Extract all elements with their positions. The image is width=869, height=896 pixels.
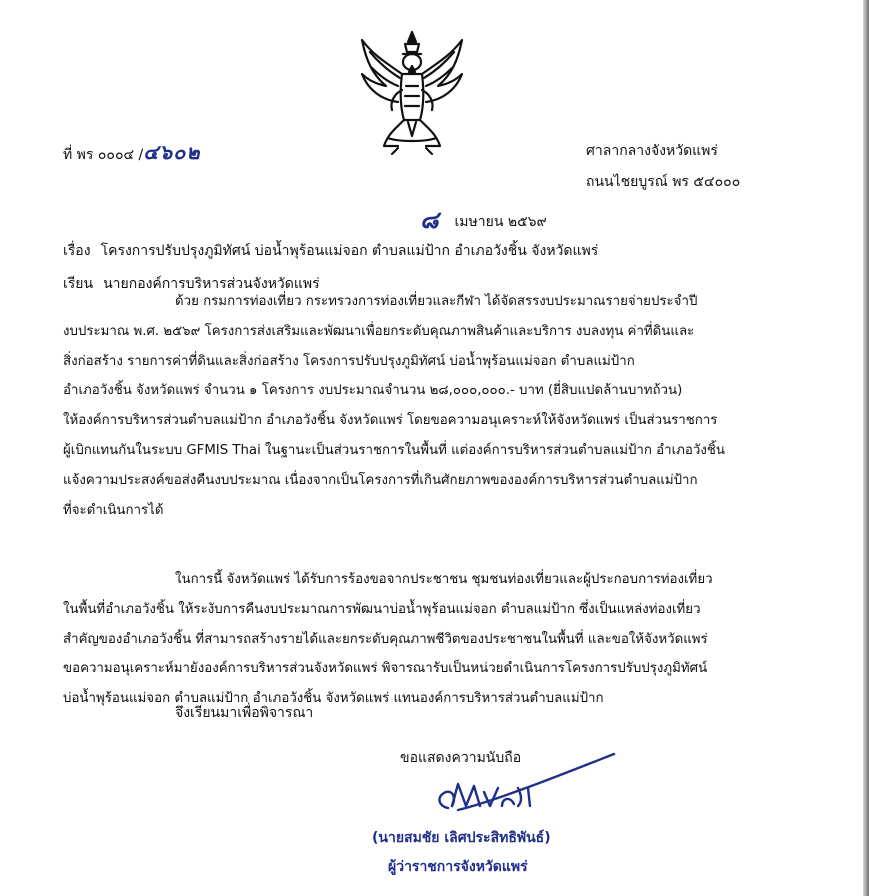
paragraph-line: สิ่งก่อสร้าง รายการค่าที่ดินและสิ่งก่อสร้าง โครงการปรับปรุงภูมิทัศน์ บ่อน้ำพุร้อนแม่จอก ตำบลแม่ป้าก [63,353,635,369]
garuda-emblem-icon [358,30,466,156]
office-line-1: ศาลากลางจังหวัดแพร่ [586,143,718,159]
date-day: ๘ [420,205,439,234]
handwritten-signature [418,748,618,828]
paragraph-line: แจ้งความประสงค์ขอส่งคืนงบประมาณ เนื่องจากเป็นโครงการที่เกินศักยภาพขององค์การบริหารส่วนตำบลแม่ป้าก [63,472,698,488]
date-month-year: เมษายน ๒๕๖๙ [454,214,547,230]
subject-label: เรื่อง [63,243,91,259]
body-paragraph-2 [63,565,803,714]
document-number-prefix: ที่ พร ๐๐๐๔ / [63,147,144,163]
paragraph-line: ขอความอนุเคราะห์มายังองค์การบริหารส่วนจังหวัดแพร่ พิจารณารับเป็นหน่วยดำเนินการโครงการปรับปรุงภูมิทัศน์ [63,661,708,677]
paragraph-line: ในการนี้ จังหวัดแพร่ ได้รับการร้องขอจากประชาชน ชุมชนท่องเที่ยวและผู้ประกอบการท่องเที่ยว [175,572,713,587]
paragraph-line: ด้วย กรมการท่องเที่ยว กระทรวงการท่องเที่ยวและกีฬา ได้จัดสรรงบประมาณรายจ่ายประจำปี [175,294,698,309]
subject-text: โครงการปรับปรุงภูมิทัศน์ บ่อน้ำพุร้อนแม่จอก ตำบลแม่ป้าก อำเภอวังชิ้น จังหวัดแพร่ [100,243,599,259]
document-date [420,200,547,239]
paragraph-line: บ่อน้ำพุร้อนแม่จอก ตำบลแม่ป้าก อำเภอวังชิ้น จังหวัดแพร่ แทนองค์การบริหารส่วนตำบลแม่ป้าก [63,691,604,707]
document-number [63,136,201,168]
office-line-2: ถนนไชยบูรณ์ พร ๕๔๐๐๐ [586,174,741,190]
subject-line [63,240,598,262]
closing-sentence: จึงเรียนมาเพื่อพิจารณา [175,705,314,721]
recipient-label: เรียน [63,276,94,292]
paragraph-line: ที่จะดำเนินการได้ [63,502,164,518]
paragraph-line: งบประมาณ พ.ศ. ๒๕๖๙ โครงการส่งเสริมและพัฒนาเพื่อยกระดับคุณภาพสินค้าและบริการ งบลงทุน ค่าที่ดินและ [63,323,695,339]
scan-edge-shadow [863,0,869,896]
signatory-title: ผู้ว่าราชการจังหวัดแพร่ [388,859,528,875]
paragraph-line: ในพื้นที่อำเภอวังชิ้น ให้ระงับการคืนงบประมาณการพัฒนาบ่อน้ำพุร้อนแม่จอก ตำบลแม่ป้าก ซึ่งเป็นแหล่งท่องเที่ยว [63,601,701,617]
document-number-handwritten: ๔๖๐๒ [143,140,201,164]
signatory-name: (นายสมชัย เลิศประสิทธิพันธ์) [372,830,551,846]
paragraph-line: อำเภอวังชิ้น จังหวัดแพร่ จำนวน ๑ โครงการ งบประมาณจำนวน ๒๘,๐๐๐,๐๐๐.- บาท (ยี่สิบแปดล้านบาทถ้วน) [63,383,683,399]
recipient-text: นายกองค์การบริหารส่วนจังหวัดแพร่ [103,276,320,292]
paragraph-line: ผู้เบิกแทนกันในระบบ GFMIS Thai ในฐานะเป็นส่วนราชการในพื้นที่ แต่องค์การบริหารส่วนตำบลแม่ป้าก อำเภอวังชิ้น [63,442,725,458]
regards-text: ขอแสดงความนับถือ [400,750,522,766]
paragraph-line: ให้องค์การบริหารส่วนตำบลแม่ป้าก อำเภอวังชิ้น จังหวัดแพร่ โดยขอความอนุเคราะห์ให้จังหวัดแพร่ เป็นส่วนราชการ [63,413,718,429]
paragraph-line: สำคัญของอำเภอวังชิ้น ที่สามารถสร้างรายได้และยกระดับคุณภาพชีวิตของประชาชนในพื้นที่ และขอให้จังหวัดแพร่ [63,631,708,647]
body-paragraph-1 [63,287,803,525]
office-address [586,136,740,198]
